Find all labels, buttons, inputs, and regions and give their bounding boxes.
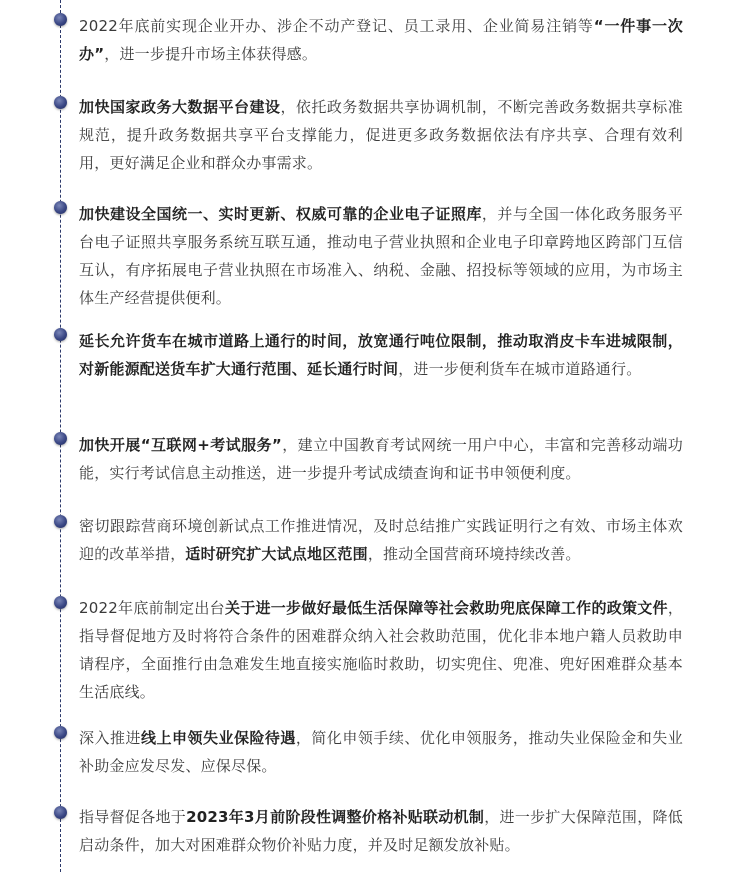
text-segment-bold: 加快开展“互联网+考试服务” — [79, 436, 282, 454]
text-segment: ，进一步扩大保障范围，降低启动条件，加大对困难群众物价补贴力度，并及时足额发放补贴。 — [79, 808, 684, 854]
item-text — [79, 594, 683, 706]
text-segment: ，建立中国教育考试网统一用户中心，丰富和完善移动端功能，实行考试信息主动推送，进一步提升考试成绩查询和证书申领便利度。 — [79, 436, 684, 482]
text-segment-bold: 加快国家政务大数据平台建设 — [79, 98, 281, 116]
text-segment-bold: 加快建设全国统一、实时更新、权威可靠的企业电子证照库 — [79, 205, 482, 223]
text-segment-bold: 线上申领失业保险待遇 — [140, 729, 296, 747]
item-text — [79, 431, 683, 487]
text-segment: 密切跟踪营商环境创新试点工作推进情况，及时总结推广实践证明行之有效、市场主体欢迎的改革举措， — [79, 517, 683, 563]
item-text — [79, 12, 683, 68]
text-segment: ，进一步便利货车在城市道路通行。 — [398, 360, 642, 378]
text-segment-bold: “一件事一次办” — [79, 17, 683, 63]
text-segment: 深入推进 — [79, 729, 141, 747]
text-segment: ，指导督促地方及时将符合条件的困难群众纳入社会救助范围，优化非本地户籍人员救助申请程序，全面推行由急难发生地直接实施临时救助，切实兜住、兜准、兜好困难群众基本生活底线。 — [79, 599, 684, 701]
bullet-dot-icon — [54, 328, 67, 341]
text-segment: ，推动全国营商环境持续改善。 — [367, 545, 581, 563]
item-text — [79, 724, 683, 780]
text-segment: ，简化申领手续、优化申领服务，推动失业保险金和失业补助金应发尽发、应保尽保。 — [79, 729, 683, 775]
text-segment: ，进一步提升市场主体获得感。 — [104, 45, 318, 63]
text-segment-bold: 延长允许货车在城市道路上通行的时间，放宽通行吨位限制，推动取消皮卡车进城限制，对新能源配送货车扩大通行范围、延长通行时间 — [79, 332, 683, 378]
item-text — [79, 327, 683, 383]
item-text — [79, 512, 683, 568]
bullet-dot-icon — [54, 432, 67, 445]
text-segment-bold: 适时研究扩大试点地区范围 — [185, 545, 368, 563]
bullet-dot-icon — [54, 515, 67, 528]
text-segment: 2022年底前制定出台 — [79, 599, 225, 617]
text-segment: ，依托政务数据共享协调机制，不断完善政务数据共享标准规范，提升政务数据共享平台支撑能力，促进更多政务数据依法有序共享、合理有效利用，更好满足企业和群众办事需求。 — [79, 98, 684, 172]
item-text — [79, 200, 683, 312]
item-text — [79, 93, 683, 177]
bullet-dot-icon — [54, 201, 67, 214]
item-text — [79, 803, 683, 859]
text-segment: ，并与全国一体化政务服务平台电子证照共享服务系统互联互通，推动电子营业执照和企业电子印章跨地区跨部门互信互认，有序拓展电子营业执照在市场准入、纳税、金融、招投标等领域的应用，为市场主体生产经营提供便利。 — [79, 205, 683, 307]
bullet-dot-icon — [54, 596, 67, 609]
text-segment-bold: 2023年3月前阶段性调整价格补贴联动机制 — [186, 808, 485, 826]
bullet-dot-icon — [54, 13, 67, 26]
bullet-dot-icon — [54, 806, 67, 819]
bullet-dot-icon — [54, 96, 67, 109]
text-segment: 2022年底前实现企业开办、涉企不动产登记、员工录用、企业简易注销等 — [79, 17, 594, 35]
text-segment-bold: 关于进一步做好最低生活保障等社会救助兜底保障工作的政策文件 — [224, 599, 668, 617]
bullet-dot-icon — [54, 726, 67, 739]
text-segment: 指导督促各地于 — [79, 808, 187, 826]
